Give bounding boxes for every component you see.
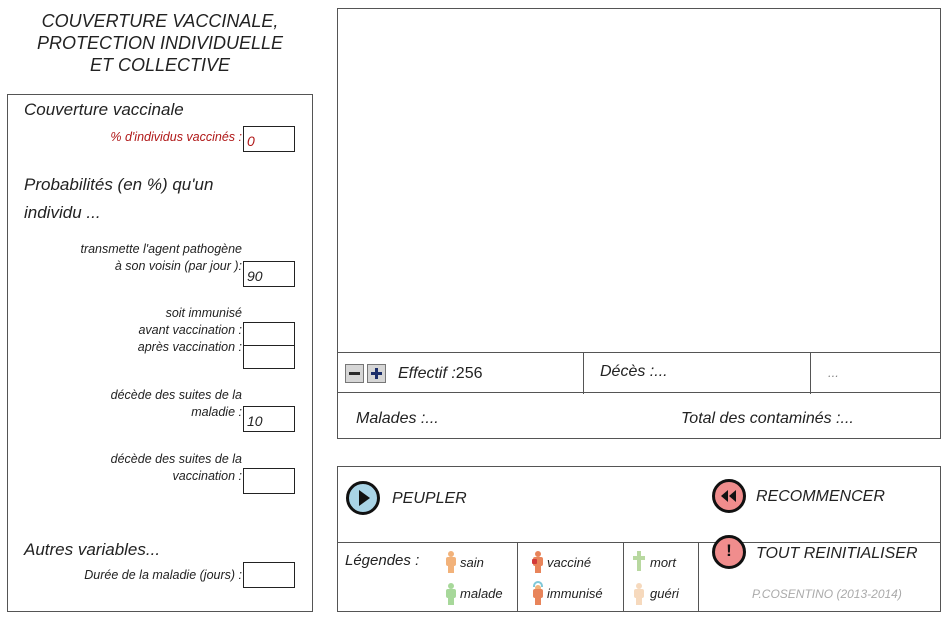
probabilities-heading-line-2: individu ...	[24, 203, 101, 222]
death-disease-label-line-2: maladie :	[191, 405, 242, 419]
page-title	[10, 10, 310, 76]
malades-value: ...	[425, 410, 439, 427]
transmission-input[interactable]: 90	[243, 261, 295, 287]
vaccination-heading: Couverture vaccinale	[24, 100, 184, 119]
vaccine-figure-icon	[532, 551, 544, 573]
credit-text: P.COSENTINO (2013-2014)	[752, 587, 902, 601]
immune-heading: soit immunisé	[165, 306, 242, 320]
death-vaccine-label-line-1: décède des suites de la	[110, 452, 242, 466]
duration-label: Durée de la maladie (jours) :	[84, 568, 242, 582]
title-line-1: COUVERTURE VACCINALE,	[41, 11, 279, 31]
other-variables-heading: Autres variables...	[24, 540, 161, 559]
effectif-label: Effectif :	[398, 365, 456, 382]
stats-row	[338, 352, 940, 393]
death-disease-input[interactable]: 10	[243, 406, 295, 432]
contamines-stat	[681, 410, 854, 428]
transmission-label-line-1: transmette l'agent pathogène	[80, 242, 242, 256]
effectif-stat	[398, 365, 483, 383]
transmission-label-line-2: à son voisin (par jour ):	[114, 259, 242, 273]
malades-label: Malades :	[356, 410, 426, 427]
recommencer-button[interactable]	[712, 479, 937, 513]
parameters-panel	[7, 94, 313, 612]
death-disease-label	[16, 387, 242, 421]
reinitialiser-button[interactable]	[712, 535, 937, 569]
title-line-3: ET COLLECTIVE	[89, 55, 231, 75]
death-disease-label-line-1: décède des suites de la	[110, 388, 242, 402]
legend-malade: malade	[460, 586, 503, 601]
transmission-label	[16, 241, 242, 275]
death-vaccine-label	[16, 451, 242, 485]
recommencer-label: RECOMMENCER	[756, 488, 885, 505]
deces-value: ...	[654, 363, 668, 380]
peupler-label: PEUPLER	[392, 490, 467, 507]
play-icon	[346, 481, 380, 515]
exclamation-icon: !	[712, 535, 746, 569]
legend-immunise: immunisé	[547, 586, 603, 601]
effectif-value: 256	[455, 365, 483, 382]
extra-stat-value: ...	[828, 365, 839, 380]
immune-after-input[interactable]	[243, 345, 295, 369]
legend-sain: sain	[460, 555, 484, 570]
reinitialiser-label: TOUT REINITIALISER	[756, 545, 918, 562]
deces-label: Décès :	[600, 363, 655, 380]
probabilities-heading	[24, 171, 213, 227]
immune-before-input[interactable]	[243, 322, 295, 346]
peupler-button[interactable]	[346, 481, 491, 515]
rewind-icon	[712, 479, 746, 513]
death-vaccine-label-line-2: vaccination :	[172, 469, 242, 483]
immunise-figure-icon	[532, 583, 544, 605]
title-line-2: PROTECTION INDIVIDUELLE	[36, 33, 284, 53]
legend-gueri: guéri	[650, 586, 679, 601]
probabilities-heading-line-1: Probabilités (en %) qu'un	[24, 175, 214, 194]
immune-after-label: après vaccination :	[137, 340, 242, 354]
legend-mort: mort	[650, 555, 676, 570]
sain-figure-icon	[445, 551, 457, 573]
legend	[338, 542, 940, 611]
minus-icon[interactable]	[345, 364, 364, 383]
simulation-canvas[interactable]	[338, 9, 940, 352]
legend-title: Légendes :	[345, 552, 420, 569]
deces-stat	[600, 363, 668, 381]
gueri-figure-icon	[633, 583, 645, 605]
malades-stat	[356, 410, 439, 428]
malade-figure-icon	[445, 583, 457, 605]
cross-icon	[633, 551, 645, 571]
vaccinated-pct-label: % d'individus vaccinés :	[110, 130, 242, 144]
plus-icon[interactable]	[367, 364, 386, 383]
control-panel	[337, 466, 941, 612]
legend-vaccine: vacciné	[547, 555, 592, 570]
vaccinated-pct-input[interactable]: 0	[243, 126, 295, 152]
immune-before-label: avant vaccination :	[138, 323, 242, 337]
contamines-value: ...	[840, 410, 854, 427]
simulation-panel	[337, 8, 941, 439]
death-vaccine-input[interactable]	[243, 468, 295, 494]
contamines-label: Total des contaminés :	[681, 410, 841, 427]
immune-label	[16, 305, 242, 356]
duration-input[interactable]	[243, 562, 295, 588]
